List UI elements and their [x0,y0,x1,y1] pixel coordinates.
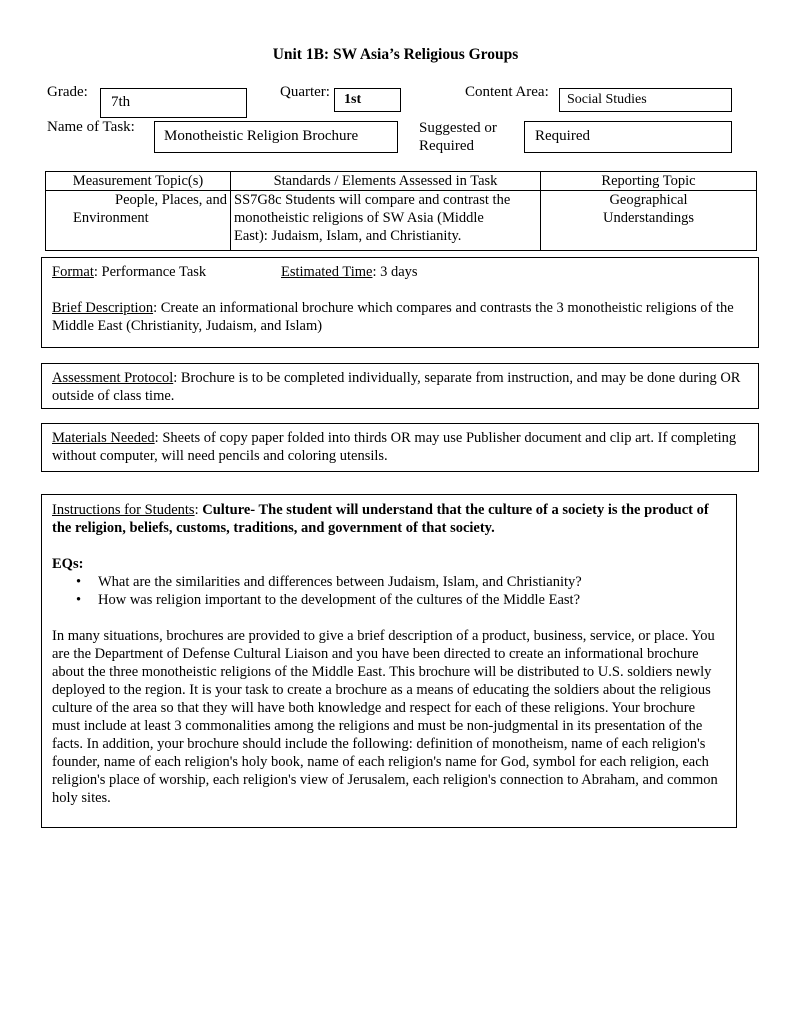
instructions-colon: : [194,502,203,518]
name-of-task-field [154,121,398,153]
estimated-time-label: Estimated Time [281,264,373,280]
instructions-body-text: In many situations, brochures are provided to give a brief description of a product, business, service, or place. You are the Department of Defense Cultural Liaison and you have been directed to create an informational brochure about the three monotheistic religions of the Middle East. This brochure will be distributed to U.S. soldiers newly deployed to the region. It is your task to create a brochure as a means of educating the soldiers about the religious culture of the area so that they will have both knowledge and respect for each of these religions. Your brochure must include at least 3 commonalities among the religions and must be non-judgmental in its presentation of the facts. In addition, your brochure should include the following: definition of monotheism, name of each religion's founder, name of each religion's holy book, name of each religion's name for God, symbol for each religion, each religion's place of worship, each religion's view of Jerusalem, each religion's connection to Abraham, and common holy sites. [52,628,718,806]
suggested-label-line1: Suggested or [419,120,497,136]
grade-value: 7th [111,94,131,110]
quarter-label: Quarter: [280,84,330,100]
eqs-label: EQs: [52,556,84,572]
standard-line1: SS7G8c Students will compare and contrast the [234,192,511,208]
materials-needed-text: : Sheets of copy paper folded into thirds OR may use Publisher document and clip art. If completing without computer, will need pencils and coloring utensils. [52,430,737,464]
measurement-topic-line2: Environment [73,210,149,226]
suggested-label-line2: Required [419,138,474,154]
suggested-label [419,119,497,155]
assessment-protocol-text: : Brochure is to be completed individually, separate from instruction, and may be done during OR outside of class time. [52,370,741,404]
measurement-table [45,171,757,251]
table-row [46,191,757,251]
materials-needed-label: Materials Needed [52,430,155,446]
assessment-protocol-label: Assessment Protocol [52,370,174,386]
quarter-field [334,88,401,112]
header-reporting-topic: Reporting Topic [541,172,757,191]
grade-field [100,88,247,118]
page-title: Unit 1B: SW Asia’s Religious Groups [272,46,519,63]
name-of-task-value: Monotheistic Religion Brochure [164,128,359,144]
standard-line2: monotheistic religions of SW Asia (Middle [234,210,484,226]
list-item: • What are the similarities and differences between Judaism, Islam, and Christianity? [98,573,726,591]
reporting-topic-line1: Geographical [609,192,688,208]
content-area-value: Social Studies [567,92,647,107]
standard-line3: East): Judaism, Islam, and Christianity. [234,228,462,244]
instructions-panel [41,494,737,828]
suggested-value: Required [535,128,590,144]
brief-description-label: Brief Description [52,300,154,316]
culture-standard-text: Culture- The student will understand that the culture of a society is the product of the religion, beliefs, customs, traditions, and government of that society. [52,502,709,536]
suggested-field [524,121,732,153]
measurement-topic-line1: People, Places, and [115,192,227,208]
header-measurement-topics: Measurement Topic(s) [46,172,231,191]
materials-panel [41,423,759,472]
eqs-list [52,573,726,609]
measurement-topic-cell [46,191,231,251]
content-area-field [559,88,732,112]
instructions-label: Instructions for Students [52,502,195,518]
content-area-label: Content Area: [465,84,549,100]
estimated-time-value: : 3 days [372,264,418,280]
format-label: Format [52,264,94,280]
grade-label: Grade: [47,84,88,100]
estimated-time [281,263,418,281]
brief-description-text: : Create an informational brochure which compares and contrasts the 3 monotheistic religions of the Middle East (Christianity, Judaism, and Islam) [52,300,734,334]
table-header-row [46,172,757,191]
format-value: : Performance Task [93,264,207,280]
format-panel [41,257,759,348]
assessment-panel [41,363,759,409]
reporting-topic-cell [541,191,757,251]
name-of-task-label: Name of Task: [47,119,135,135]
quarter-value: 1st [344,92,362,107]
reporting-topic-line2: Understandings [602,210,694,226]
header-standards: Standards / Elements Assessed in Task [231,172,541,191]
list-item: • How was religion important to the development of the cultures of the Middle East? [98,591,726,609]
standard-cell [231,191,541,251]
